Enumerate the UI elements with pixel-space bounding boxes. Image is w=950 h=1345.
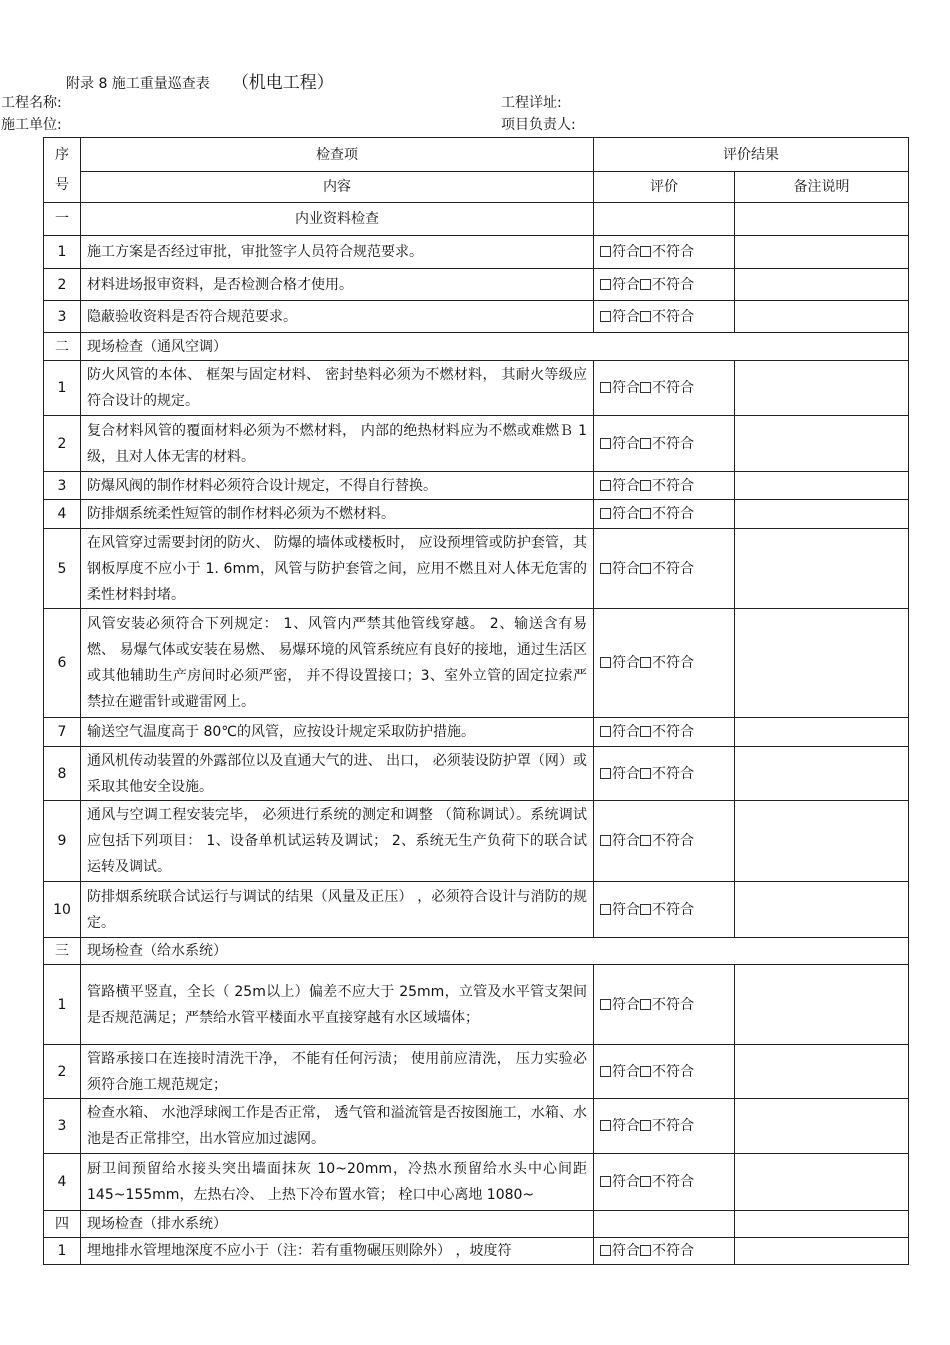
row-evaluation (594, 472, 735, 500)
col-seq-header (44, 138, 81, 203)
nonconform-checkbox[interactable] (640, 279, 651, 290)
construction-unit-label: 施工单位: (1, 117, 62, 133)
row-notes[interactable] (735, 1099, 909, 1154)
row-number: 1 (44, 361, 81, 416)
row-number: 1 (44, 965, 81, 1045)
col-seq-top: 序 (55, 147, 69, 163)
conform-label: 符合 (612, 1063, 640, 1080)
conform-checkbox[interactable] (600, 438, 611, 449)
conform-label: 符合 (612, 435, 640, 452)
col-check-item-header: 检查项 (81, 138, 594, 172)
conform-checkbox[interactable] (600, 311, 611, 322)
row-evaluation (594, 500, 735, 529)
row-content: 在风管穿过需要封闭的防火、 防爆的墙体或楼板时， 应设预埋管或防护套管，其钢板厚度不应小于 1. 6mm，风管与防护套管之间，应用不燃且对人体无危害的柔性材料封堵。 (81, 529, 594, 609)
row-notes[interactable] (735, 965, 909, 1045)
row-notes[interactable] (735, 1238, 909, 1265)
section-row (44, 203, 909, 236)
row-number: 8 (44, 747, 81, 801)
section-title: 现场检查（通风空调） (81, 333, 909, 361)
row-notes[interactable] (735, 472, 909, 500)
conform-checkbox[interactable] (600, 999, 611, 1010)
nonconform-label: 不符合 (652, 308, 694, 325)
conform-label: 符合 (612, 1243, 640, 1259)
section-number: 二 (44, 333, 81, 361)
nonconform-checkbox[interactable] (640, 904, 651, 915)
row-notes[interactable] (735, 529, 909, 609)
nonconform-checkbox[interactable] (640, 438, 651, 449)
section-row (44, 1211, 909, 1238)
conform-label: 符合 (612, 901, 640, 918)
row-notes[interactable] (735, 882, 909, 938)
conform-checkbox[interactable] (600, 1120, 611, 1131)
nonconform-checkbox[interactable] (640, 999, 651, 1010)
table-row (44, 965, 909, 1045)
conform-label: 符合 (612, 276, 640, 293)
conform-checkbox[interactable] (600, 563, 611, 574)
row-evaluation (594, 801, 735, 882)
project-name-label: 工程名称: (1, 95, 62, 111)
row-number: 2 (44, 416, 81, 472)
section-number: 三 (44, 938, 81, 965)
nonconform-checkbox[interactable] (640, 480, 651, 491)
row-content: 埋地排水管埋地深度不应小于（注：若有重物碾压则除外） ，坡度符 (81, 1238, 594, 1265)
conform-label: 符合 (612, 765, 640, 782)
nonconform-label: 不符合 (652, 765, 694, 782)
table-row (44, 529, 909, 609)
row-evaluation (594, 529, 735, 609)
col-eval-header: 评价 (594, 172, 735, 203)
table-row (44, 747, 909, 801)
row-content: 通风机传动装置的外露部位以及直通大气的进、 出口， 必须装设防护罩（网）或采取其他安全设施。 (81, 747, 594, 801)
page-title (66, 68, 334, 93)
table-row (44, 416, 909, 472)
nonconform-checkbox[interactable] (640, 1120, 651, 1131)
row-evaluation (594, 609, 735, 718)
nonconform-label: 不符合 (652, 380, 694, 396)
row-number: 7 (44, 718, 81, 747)
conform-label: 符合 (612, 833, 640, 849)
row-evaluation (594, 1099, 735, 1154)
row-notes[interactable] (735, 609, 909, 718)
row-content: 防火风管的本体、 框架与固定材料、 密封垫料必须为不燃材料， 其耐火等级应符合设计的规定。 (81, 361, 594, 416)
row-number: 10 (44, 882, 81, 938)
row-evaluation (594, 1154, 735, 1211)
section-title: 内业资料检查 (81, 203, 594, 236)
section-notes-cell (735, 1211, 909, 1238)
table-row (44, 472, 909, 500)
col-result-header: 评价结果 (594, 138, 909, 172)
section-eval-cell (594, 1211, 735, 1238)
section-eval-cell (594, 203, 735, 236)
row-number: 6 (44, 609, 81, 718)
row-content: 施工方案是否经过审批，审批签字人员符合规范要求。 (81, 236, 594, 269)
row-notes[interactable] (735, 718, 909, 747)
row-number: 3 (44, 1099, 81, 1154)
nonconform-checkbox[interactable] (640, 1245, 651, 1256)
project-address-label: 工程详址: (501, 95, 562, 111)
nonconform-checkbox[interactable] (640, 1066, 651, 1077)
row-number: 9 (44, 801, 81, 882)
row-notes[interactable] (735, 301, 909, 333)
table-row (44, 301, 909, 333)
row-number: 4 (44, 1154, 81, 1211)
row-evaluation (594, 718, 735, 747)
nonconform-checkbox[interactable] (640, 311, 651, 322)
nonconform-label: 不符合 (652, 560, 694, 577)
nonconform-label: 不符合 (652, 1118, 694, 1134)
row-number: 2 (44, 1045, 81, 1099)
section-row (44, 938, 909, 965)
section-notes-cell (735, 203, 909, 236)
nonconform-label: 不符合 (652, 724, 694, 740)
conform-checkbox[interactable] (600, 1176, 611, 1187)
row-content: 通风与空调工程安装完毕， 必须进行系统的测定和调整 （简称调试）。系统调试应包括下列项目： 1、设备单机试运转及调试； 2、系统无生产负荷下的联合试运转及调试。 (81, 801, 594, 882)
table-row (44, 882, 909, 938)
nonconform-checkbox[interactable] (640, 768, 651, 779)
table-row (44, 609, 909, 718)
row-content: 防排烟系统柔性短管的制作材料必须为不燃材料。 (81, 500, 594, 529)
nonconform-checkbox[interactable] (640, 382, 651, 393)
conform-checkbox[interactable] (600, 480, 611, 491)
project-manager-label: 项目负责人: (501, 117, 576, 133)
row-evaluation (594, 1045, 735, 1099)
row-evaluation (594, 747, 735, 801)
row-number: 4 (44, 500, 81, 529)
conform-checkbox[interactable] (600, 279, 611, 290)
row-content: 检查水箱、 水池浮球阀工作是否正常， 透气管和溢流管是否按图施工，水箱、水池是否正常排空，出水管应加过滤网。 (81, 1099, 594, 1154)
row-evaluation (594, 236, 735, 269)
title-subtitle: （机电工程） (231, 73, 334, 93)
title-text: 附录 8 施工重量巡查表 (66, 76, 210, 92)
row-notes[interactable] (735, 416, 909, 472)
conform-label: 符合 (612, 477, 640, 494)
row-content: 管路横平竖直，全长（ 25m以上）偏差不应大于 25mm，立管及水平管支架间是否规范满足；严禁给水管平楼面水平直接穿越有水区域墙体； (81, 965, 594, 1045)
nonconform-label: 不符合 (652, 901, 694, 918)
nonconform-checkbox[interactable] (640, 835, 651, 846)
row-evaluation (594, 965, 735, 1045)
conform-label: 符合 (612, 380, 640, 396)
section-title: 现场检查（排水系统） (81, 1211, 594, 1238)
conform-checkbox[interactable] (600, 508, 611, 519)
nonconform-label: 不符合 (652, 276, 694, 293)
row-evaluation (594, 361, 735, 416)
conform-checkbox[interactable] (600, 246, 611, 257)
row-content: 厨卫间预留给水接头突出墙面抹灰 10~20mm，冷热水预留给水头中心间距 145~155mm，左热右冷、 上热下冷布置水管； 栓口中心离地 1080~ (81, 1154, 594, 1211)
nonconform-label: 不符合 (652, 506, 694, 522)
table-row (44, 1045, 909, 1099)
row-notes[interactable] (735, 500, 909, 529)
table-row (44, 269, 909, 301)
row-notes[interactable] (735, 361, 909, 416)
conform-checkbox[interactable] (600, 657, 611, 668)
conform-label: 符合 (612, 244, 640, 260)
col-content-header: 内容 (81, 172, 594, 203)
conform-label: 符合 (612, 996, 640, 1013)
row-content: 输送空气温度高于 80℃的风管，应按设计规定采取防护措施。 (81, 718, 594, 747)
conform-checkbox[interactable] (600, 726, 611, 737)
row-content: 防爆风阀的制作材料必须符合设计规定，不得自行替换。 (81, 472, 594, 500)
table-row (44, 236, 909, 269)
row-evaluation (594, 882, 735, 938)
table-row (44, 500, 909, 529)
row-number: 1 (44, 236, 81, 269)
nonconform-label: 不符合 (652, 435, 694, 452)
conform-checkbox[interactable] (600, 768, 611, 779)
row-number: 2 (44, 269, 81, 301)
row-notes[interactable] (735, 1045, 909, 1099)
section-number: 一 (44, 203, 81, 236)
row-number: 3 (44, 472, 81, 500)
nonconform-label: 不符合 (652, 1063, 694, 1080)
nonconform-checkbox[interactable] (640, 563, 651, 574)
section-row (44, 333, 909, 361)
row-evaluation (594, 301, 735, 333)
conform-checkbox[interactable] (600, 382, 611, 393)
conform-checkbox[interactable] (600, 1066, 611, 1077)
conform-label: 符合 (612, 506, 640, 522)
nonconform-checkbox[interactable] (640, 246, 651, 257)
conform-label: 符合 (612, 655, 640, 671)
row-content: 材料进场报审资料，是否检测合格才使用。 (81, 269, 594, 301)
nonconform-checkbox[interactable] (640, 508, 651, 519)
nonconform-checkbox[interactable] (640, 726, 651, 737)
row-content: 隐蔽验收资料是否符合规范要求。 (81, 301, 594, 333)
conform-label: 符合 (612, 308, 640, 325)
conform-label: 符合 (612, 724, 640, 740)
inspection-table (43, 137, 909, 1265)
row-content: 风管安装必须符合下列规定： 1、风管内严禁其他管线穿越。 2、输送含有易燃、 易爆气体或安装在易燃、 易爆环境的风管系统应有良好的接地，通过生活区或其他辅助生产房间时必须严密， 并不得设置接口；3、室外立管的固定拉索严禁拉在避雷针或避雷网上。 (81, 609, 594, 718)
col-notes-header: 备注说明 (735, 172, 909, 203)
row-notes[interactable] (735, 801, 909, 882)
conform-checkbox[interactable] (600, 1245, 611, 1256)
table-row (44, 718, 909, 747)
table-row (44, 801, 909, 882)
row-notes[interactable] (735, 747, 909, 801)
conform-label: 符合 (612, 560, 640, 577)
conform-label: 符合 (612, 1174, 640, 1190)
nonconform-label: 不符合 (652, 1243, 694, 1259)
row-evaluation (594, 1238, 735, 1265)
row-notes[interactable] (735, 269, 909, 301)
row-evaluation (594, 269, 735, 301)
nonconform-label: 不符合 (652, 996, 694, 1013)
section-number: 四 (44, 1211, 81, 1238)
nonconform-label: 不符合 (652, 477, 694, 494)
section-title: 现场检查（给水系统） (81, 938, 909, 965)
row-number: 5 (44, 529, 81, 609)
nonconform-label: 不符合 (652, 1174, 694, 1190)
conform-checkbox[interactable] (600, 904, 611, 915)
conform-checkbox[interactable] (600, 835, 611, 846)
nonconform-label: 不符合 (652, 655, 694, 671)
col-seq-bottom: 号 (55, 177, 69, 193)
table-row (44, 1238, 909, 1265)
nonconform-checkbox[interactable] (640, 657, 651, 668)
nonconform-checkbox[interactable] (640, 1176, 651, 1187)
row-content: 防排烟系统联合试运行与调试的结果（风量及正压） ，必须符合设计与消防的规定。 (81, 882, 594, 938)
nonconform-label: 不符合 (652, 833, 694, 849)
row-evaluation (594, 416, 735, 472)
row-notes[interactable] (735, 236, 909, 269)
conform-label: 符合 (612, 1118, 640, 1134)
nonconform-label: 不符合 (652, 244, 694, 260)
row-notes[interactable] (735, 1154, 909, 1211)
row-content: 复合材料风管的覆面材料必须为不燃材料， 内部的绝热材料应为不燃或难燃Ｂ 1 级，且对人体无害的材料。 (81, 416, 594, 472)
row-number: 3 (44, 301, 81, 333)
table-row (44, 1154, 909, 1211)
row-content: 管路承接口在连接时清洗干净， 不能有任何污渍； 使用前应清洗， 压力实验必须符合施工规范规定； (81, 1045, 594, 1099)
table-row (44, 361, 909, 416)
table-row (44, 1099, 909, 1154)
row-number: 1 (44, 1238, 81, 1265)
